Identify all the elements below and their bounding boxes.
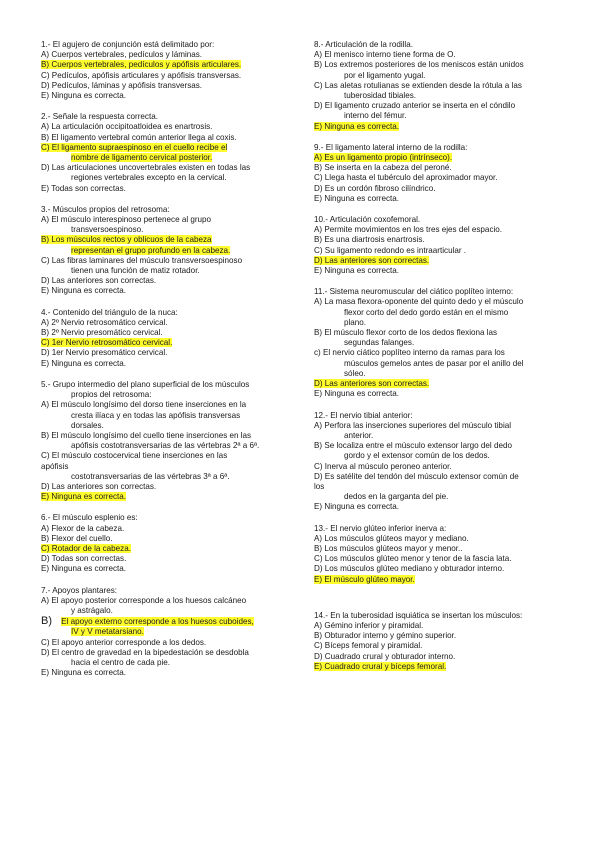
answer-option (41, 421, 287, 431)
answer-option (314, 482, 560, 492)
answer-option (41, 596, 287, 606)
question-title (41, 380, 287, 390)
line-text: B) El ligamento vertebral común anterior llega al coxis. (41, 132, 237, 142)
answer-option (314, 348, 560, 358)
question-block (314, 215, 560, 276)
line-text: E) Ninguna es correcta. (41, 358, 127, 368)
line-text: E) Ninguna es correcta. (41, 286, 127, 296)
line-text: 9.- El ligamento lateral interno de la rodilla: (314, 142, 468, 152)
highlighted-answer-text: D) Las anteriores son correctas. (314, 379, 430, 389)
line-text: anterior. (344, 430, 374, 440)
question-title (314, 143, 560, 153)
line-text: A) El músculo interespinoso pertenece al grupo (41, 215, 212, 225)
answer-option (41, 215, 287, 225)
question-title (41, 513, 287, 523)
line-text: transversoespinoso. (71, 225, 144, 235)
line-text: 10.- Articulación coxofemoral. (314, 215, 421, 225)
line-text: B) Se inserta en la cabeza del peroné. (314, 163, 452, 173)
answer-option (314, 235, 560, 245)
line-text: D) El centro de gravedad en la bipedestación se desdobla (41, 647, 249, 657)
answer-option (41, 256, 287, 266)
answer-option (314, 111, 560, 121)
line-text: 6.- El músculo esplenio es: (41, 513, 138, 523)
line-text: B) El músculo flexor corto de los dedos flexiona las (314, 328, 498, 338)
line-text: A) El músculo longísimo del dorso tiene inserciones en la (41, 400, 247, 410)
line-text: A) El apoyo posterior corresponde a los huesos calcáneo (41, 595, 247, 605)
answer-option (41, 50, 287, 60)
line-text: segundas falanges. (344, 338, 415, 348)
line-text: E) Ninguna es correcta. (314, 502, 400, 512)
question-title (41, 205, 287, 215)
answer-option (41, 71, 287, 81)
line-text: dedos en la garganta del pie. (344, 492, 449, 502)
line-text: B) Los extremos posteriores de los meniscos están unidos (314, 60, 524, 70)
answer-option (314, 652, 560, 662)
answer-option (41, 451, 287, 461)
line-text: D) Pedículos, láminas y apófisis transversas. (41, 80, 203, 90)
answer-option (41, 648, 287, 658)
answer-option (314, 163, 560, 173)
line-text: C) El apoyo anterior corresponde a los dedos. (41, 637, 207, 647)
answer-option (41, 564, 287, 574)
line-text: B) Los músculos glúteos mayor y menor.. (314, 543, 463, 553)
line-text: D) Cuadrado crural y obturador interno. (314, 651, 456, 661)
answer-option (41, 658, 287, 668)
line-text: E) Ninguna es correcta. (314, 193, 400, 203)
answer-option (314, 621, 560, 631)
question-block (41, 112, 287, 194)
question-title (41, 308, 287, 318)
line-text: 4.- Contenido del triángulo de la nuca: (41, 307, 178, 317)
answer-option (41, 173, 287, 183)
answer-option (314, 575, 560, 585)
line-text: regiones vertebrales excepto en la cervical. (71, 173, 227, 183)
line-text: D) Las anteriores son correctas. (41, 481, 157, 491)
line-text: 1.- El agujero de conjunción está delimitado por: (41, 40, 215, 49)
line-text: C) El músculo costocervical tiene inserciones en las (41, 451, 228, 461)
question-title (41, 112, 287, 122)
answer-option (314, 266, 560, 276)
answer-option (41, 359, 287, 369)
answer-option (314, 60, 560, 70)
line-text: A) Perfora las inserciones superiores del músculo tibial (314, 420, 512, 430)
answer-option (41, 638, 287, 648)
line-text: propios del retrosoma: (71, 390, 152, 400)
answer-option (41, 338, 287, 348)
answer-option (314, 441, 560, 451)
question-block (41, 380, 287, 502)
answer-option (314, 101, 560, 111)
answer-option (41, 153, 287, 163)
line-text: A) La masa flexora-oponente del quinto dedo y el músculo (314, 297, 524, 307)
highlighted-answer-text: E) Ninguna es correcta. (41, 492, 127, 502)
line-text: B) 2º Nervio presomático cervical. (41, 328, 163, 338)
line-text: D) Es satélite del tendón del músculo extensor común de (314, 471, 519, 481)
highlighted-answer-text: El apoyo externo corresponde a los huesos cuboides, (61, 617, 254, 627)
answer-option (41, 472, 287, 482)
line-text: C) Bíceps femoral y piramidal. (314, 641, 423, 651)
line-text: 3.- Músculos propios del retrosoma: (41, 204, 170, 214)
line-text: hacia el centro de cada pie. (71, 657, 170, 667)
line-text: C) Los músculos glúteo menor y tenor de la fascia lata. (314, 554, 512, 564)
answer-option (314, 431, 560, 441)
highlighted-answer-text: B) Cuerpos vertebrales, pedículos y apófisis articulares. (41, 60, 242, 70)
question-block (314, 287, 560, 399)
answer-option (314, 194, 560, 204)
answer-option (41, 91, 287, 101)
line-text: 8.- Articulación de la rodilla. (314, 40, 413, 49)
answer-option (41, 276, 287, 286)
answer-option (314, 359, 560, 369)
line-text: cresta ilíaca y en todas las apófisis transversas (71, 410, 241, 420)
answer-option (314, 641, 560, 651)
right-column (314, 40, 560, 683)
answer-option (41, 246, 287, 256)
line-text: D) Las articulaciones uncovertebrales existen en todas las (41, 163, 251, 173)
line-text: A) Flexor de la cabeza. (41, 523, 125, 533)
line-text: A) 2º Nervio retrosomático cervical. (41, 317, 168, 327)
answer-option (41, 554, 287, 564)
answer-option (314, 472, 560, 482)
question-block (41, 40, 287, 101)
question-block (314, 524, 560, 585)
line-text: A) El menisco interno tiene forma de O. (314, 50, 456, 60)
line-text: 5.- Grupo intermedio del plano superficial de los músculos (41, 379, 250, 389)
answer-option (41, 184, 287, 194)
answer-option (41, 143, 287, 153)
highlighted-answer-text: B) Los músculos rectos y oblicuos de la cabeza (41, 235, 212, 245)
answer-option (314, 50, 560, 60)
line-text: interno del fémur. (344, 111, 407, 121)
question-title (41, 40, 287, 50)
answer-option (41, 616, 287, 627)
line-text: 14.- En la tuberosidad isquiática se insertan los músculos: (314, 610, 523, 620)
answer-option (41, 328, 287, 338)
question-block (41, 586, 287, 679)
line-text: los (314, 481, 325, 491)
line-text: C) Las aletas rotulianas se extienden desde la rótula a las (314, 80, 522, 90)
question-block (314, 411, 560, 513)
answer-option (41, 225, 287, 235)
line-text: E) Ninguna es correcta. (314, 266, 400, 276)
answer-option (314, 451, 560, 461)
answer-option (41, 411, 287, 421)
answer-option (314, 338, 560, 348)
answer-option (41, 122, 287, 132)
answer-option (41, 60, 287, 70)
line-text: apófisis (41, 461, 69, 471)
answer-option (314, 184, 560, 194)
question-block (41, 308, 287, 369)
line-text: flexor corto del dedo gordo están en el mismo (344, 307, 509, 317)
line-text: E) Ninguna es correcta. (41, 668, 127, 678)
answer-option (314, 492, 560, 502)
answer-option (314, 318, 560, 328)
line-text: D) 1er Nervio presomático cervical. (41, 348, 168, 358)
line-text: por el ligamento yugal. (344, 70, 426, 80)
answer-option (41, 133, 287, 143)
answer-option (41, 668, 287, 678)
line-text: D) Es un cordón fibroso cilíndrico. (314, 183, 436, 193)
highlighted-answer-text: A) Es un ligamento propio (intrínseco). (314, 153, 453, 163)
line-text: 2.- Señale la respuesta correcta. (41, 112, 158, 122)
line-text: tienen una función de matiz rotador. (71, 266, 200, 276)
highlighted-answer-text: D) Las anteriores son correctas. (314, 255, 430, 265)
answer-option (41, 534, 287, 544)
answer-option (314, 379, 560, 389)
line-text: A) Cuerpos vertebrales, pedículos y láminas. (41, 50, 203, 60)
line-text: C) Llega hasta el tubérculo del aproximador mayor. (314, 173, 498, 183)
line-text: D) El ligamento cruzado anterior se inserta en el cóndilo (314, 101, 516, 111)
line-text: apófisis costotransversarias de las vértebras 2ª a 6ª. (71, 441, 260, 451)
answer-option (314, 256, 560, 266)
answer-option (314, 369, 560, 379)
answer-option (41, 544, 287, 554)
answer-option (41, 431, 287, 441)
line-text: costotransversarias de las vértebras 3ª a 6ª. (71, 471, 230, 481)
answer-option (41, 318, 287, 328)
answer-option (314, 389, 560, 399)
answer-option (41, 390, 287, 400)
answer-option (314, 462, 560, 472)
answer-option (41, 81, 287, 91)
answer-option (41, 482, 287, 492)
left-column (41, 40, 287, 689)
answer-option (41, 348, 287, 358)
line-text: A) Permite movimientos en los tres ejes del espacio. (314, 225, 503, 235)
question-block (314, 40, 560, 132)
line-text: 13.- El nervio glúteo inferior inerva a: (314, 523, 447, 533)
answer-option (314, 173, 560, 183)
answer-option (41, 266, 287, 276)
line-text: plano. (344, 317, 367, 327)
answer-option (314, 502, 560, 512)
answer-option (41, 400, 287, 410)
highlighted-answer-text: C) El ligamento supraespinoso en el cuello recibe el (41, 142, 228, 152)
line-text: tuberosidad tibiales. (344, 91, 416, 101)
answer-option (314, 631, 560, 641)
answer-option (314, 71, 560, 81)
answer-option (314, 564, 560, 574)
line-text: B) Flexor del cuello. (41, 533, 113, 543)
line-text: D) Las anteriores son correctas. (41, 276, 157, 286)
line-text: C) Su ligamento redondo es intraarticular . (314, 245, 467, 255)
answer-option (314, 421, 560, 431)
answer-option (41, 627, 287, 637)
line-text: B) Es una diartrosis enartrosis. (314, 235, 425, 245)
answer-option (314, 662, 560, 672)
answer-option (41, 606, 287, 616)
line-text: 12.- El nervio tibial anterior: (314, 410, 413, 420)
line-text: D) Todas son correctas. (41, 554, 127, 564)
question-block (314, 611, 560, 672)
answer-option (314, 153, 560, 163)
highlighted-answer-text: IV y V metatarsiano. (71, 627, 144, 637)
line-text: C) Pedículos, apófisis articulares y apófisis transversas. (41, 70, 242, 80)
line-text: c) El nervio ciático poplíteo interno da ramas para los (314, 348, 505, 358)
answer-option (41, 286, 287, 296)
answer-option (41, 492, 287, 502)
line-text: dorsales. (71, 420, 104, 430)
highlighted-answer-text: E) El músculo glúteo mayor. (314, 574, 415, 584)
line-text: sóleo. (344, 368, 366, 378)
question-block (41, 205, 287, 297)
answer-option (314, 297, 560, 307)
line-text: E) Ninguna es correcta. (41, 91, 127, 101)
question-title (314, 611, 560, 621)
answer-option (314, 554, 560, 564)
question-block (41, 513, 287, 574)
line-text: E) Todas son correctas. (41, 183, 126, 193)
answer-option (41, 441, 287, 451)
line-text: A) Los músculos glúteos mayor y mediano. (314, 533, 469, 543)
answer-option (314, 246, 560, 256)
line-text: gordo y el extensor común de los dedos. (344, 451, 490, 461)
line-text: y astrágalo. (71, 605, 113, 615)
answer-option (41, 163, 287, 173)
question-title (314, 524, 560, 534)
question-title (314, 287, 560, 297)
line-text: 11.- Sistema neuromuscular del ciático poplíteo interno: (314, 287, 514, 297)
line-text: B) Obturador interno y gémino superior. (314, 631, 457, 641)
answer-option (314, 225, 560, 235)
line-text: A) La articulación occipitoatloidea es enartrosis. (41, 122, 213, 132)
line-text: B) El músculo longísimo del cuello tiene inserciones en las (41, 430, 252, 440)
highlighted-answer-text: C) Rotador de la cabeza. (41, 543, 131, 553)
highlighted-answer-text: E) Ninguna es correcta. (314, 121, 400, 131)
answer-option (314, 544, 560, 554)
answer-option (41, 462, 287, 472)
answer-option (41, 235, 287, 245)
highlighted-answer-text: C) 1er Nervio retrosomático cervical. (41, 338, 173, 348)
question-title (41, 586, 287, 596)
question-block (314, 143, 560, 204)
answer-option (314, 534, 560, 544)
line-text: 7.- Apoyos plantares: (41, 585, 118, 595)
highlighted-answer-text: E) Cuadrado crural y bíceps femoral. (314, 661, 447, 671)
question-title (314, 215, 560, 225)
line-text: músculos gemelos antes de pasar por el anillo del (344, 358, 524, 368)
answer-option (314, 122, 560, 132)
answer-option (41, 524, 287, 534)
question-title (314, 40, 560, 50)
line-text: B) Se localiza entre el músculo extensor largo del dedo (314, 441, 512, 451)
line-text: A) Gémino inferior y piramidal. (314, 620, 424, 630)
question-title (314, 411, 560, 421)
highlighted-answer-text: representan el grupo profundo en la cabeza. (71, 245, 231, 255)
answer-option (314, 91, 560, 101)
highlighted-answer-text: nombre de ligamento cervical posterior. (71, 153, 213, 163)
line-text: C) Las fibras laminares del músculo transversoespinoso (41, 255, 243, 265)
line-text: D) Los músculos glúteo mediano y obturador interno. (314, 564, 505, 574)
answer-option (314, 81, 560, 91)
line-text: E) Ninguna es correcta. (41, 564, 127, 574)
answer-option (314, 328, 560, 338)
option-letter: B) (41, 615, 62, 628)
line-text: E) Ninguna es correcta. (314, 389, 400, 399)
answer-option (314, 308, 560, 318)
line-text: C) Inerva al músculo peroneo anterior. (314, 461, 452, 471)
